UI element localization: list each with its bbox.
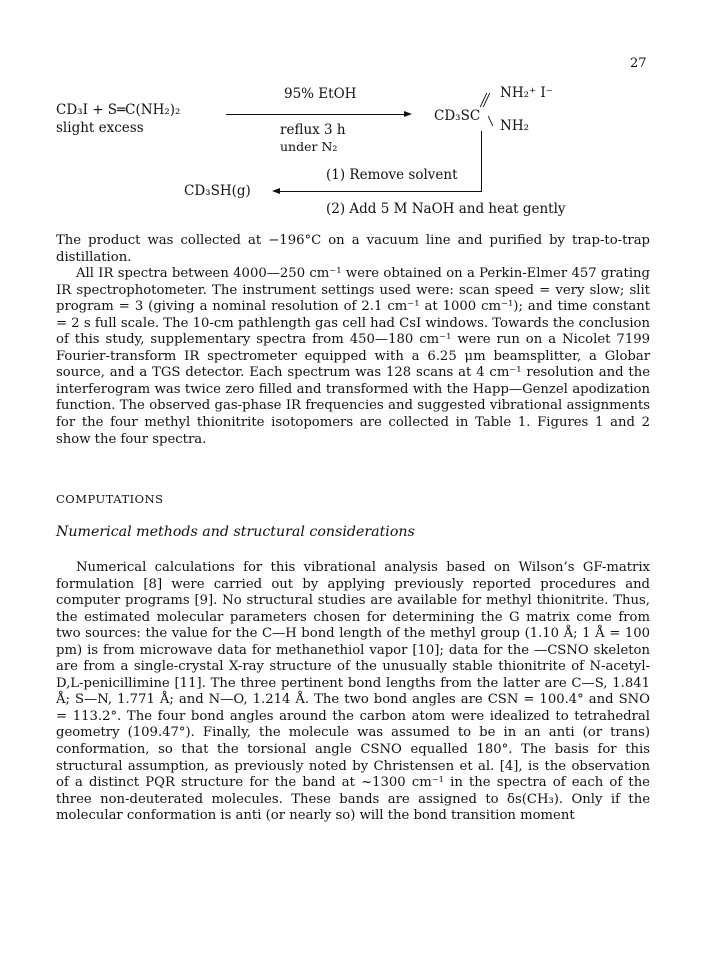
scheme-step-1: (1) Remove solvent — [326, 167, 458, 183]
scheme-step-2: (2) Add 5 M NaOH and heat gently — [326, 201, 566, 217]
scheme-return-arrowhead — [272, 188, 280, 194]
scheme-forward-arrow-line — [226, 114, 406, 115]
scheme-single-bond — [488, 116, 494, 126]
scheme-reactants: CD₃I + S═C(NH₂)₂ — [56, 102, 181, 118]
scheme-product-top: NH₂⁺ I⁻ — [500, 85, 553, 101]
scheme-arrow-bottom-label-2: under N₂ — [280, 139, 338, 154]
scheme-vertical-connector — [481, 131, 482, 191]
scheme-final-product: CD₃SH(g) — [184, 183, 251, 199]
experimental-text — [56, 233, 650, 448]
computations-text — [56, 560, 650, 825]
scheme-forward-arrowhead — [404, 111, 412, 117]
subsection-heading: Numerical methods and structural considerations — [56, 524, 415, 540]
scheme-arrow-top-label: 95% EtOH — [284, 86, 357, 102]
scheme-arrow-bottom-label-1: reflux 3 h — [280, 122, 346, 138]
page-number: 27 — [630, 56, 647, 71]
paragraph-ir-spectra: All IR spectra between 4000—250 cm⁻¹ were obtained on a Perkin-Elmer 457 grating IR spectrophotometer. The instrument settings used were: scan speed = very slow; slit program = 3 (giving a nominal resolution of 2.1 cm⁻¹ at 1000 cm⁻¹); and time constant = 2 s full scale. The 10-cm pathlength gas cell had CsI windows. Towards the conclusion of this study, supplementary spectra from 450—180 cm⁻¹ were run on a Nicolet 7199 Fourier-transform IR spectrometer equipped with a 6.25 μm beamsplitter, a Globar source, and a TGS detector. Each spectrum was 128 scans at 4 cm⁻¹ resolution and the interferogram was twice zero filled and transformed with the Happ—Genzel apodization function. The observed gas-phase IR frequencies and suggested vibrational assignments for the four methyl thionitrite isotopomers are collected in Table 1. Figures 1 and 2 show the four spectra. — [56, 266, 650, 447]
scheme-product-main: CD₃SC — [434, 108, 481, 124]
section-heading: COMPUTATIONS — [56, 492, 164, 506]
scheme-product-bottom: NH₂ — [500, 118, 529, 134]
reaction-scheme — [0, 0, 720, 225]
scheme-return-arrow-line — [278, 191, 482, 192]
paragraph-product-collection: The product was collected at −196°C on a vacuum line and purified by trap-to-trap distillation. — [56, 233, 650, 265]
scheme-reactant-note: slight excess — [56, 120, 144, 136]
paragraph-numerical-calculations: Numerical calculations for this vibrational analysis based on Wilson’s GF-matrix formulation [8] were carried out by applying previously reported procedures and computer programs [9]. No structural studies are available for methyl thionitrite. Thus, the estimated molecular parameters chosen for determining the G matrix come from two sources: the value for the C—H bond length of the methyl group (1.10 Å; 1 Å = 100 pm) is from microwave data for methanethiol vapor [10]; data for the —CSNO skeleton are from a single-crystal X-ray structure of the unusually stable thionitrite of N-acetyl-D,L-penicillimine [11]. The three pertinent bond lengths from the latter are C—S, 1.841 Å; S—N, 1.771 Å; and N—O, 1.214 Å. The two bond angles are CSN = 100.4° and SNO = 113.2°. The four bond angles around the carbon atom were idealized to tetrahedral geometry (109.47°). Finally, the molecule was assumed to be in an anti (or trans) conformation, so that the torsional angle CSNO equalled 180°. The basis for this structural assumption, as previously noted by Christensen et al. [4], is the observation of a distinct PQR structure for the band at ~1300 cm⁻¹ in the spectra of each of the three non-deuterated molecules. These bands are assigned to δs(CH₃). Only if the molecular conformation is anti (or nearly so) will the bond transition moment — [56, 560, 650, 824]
